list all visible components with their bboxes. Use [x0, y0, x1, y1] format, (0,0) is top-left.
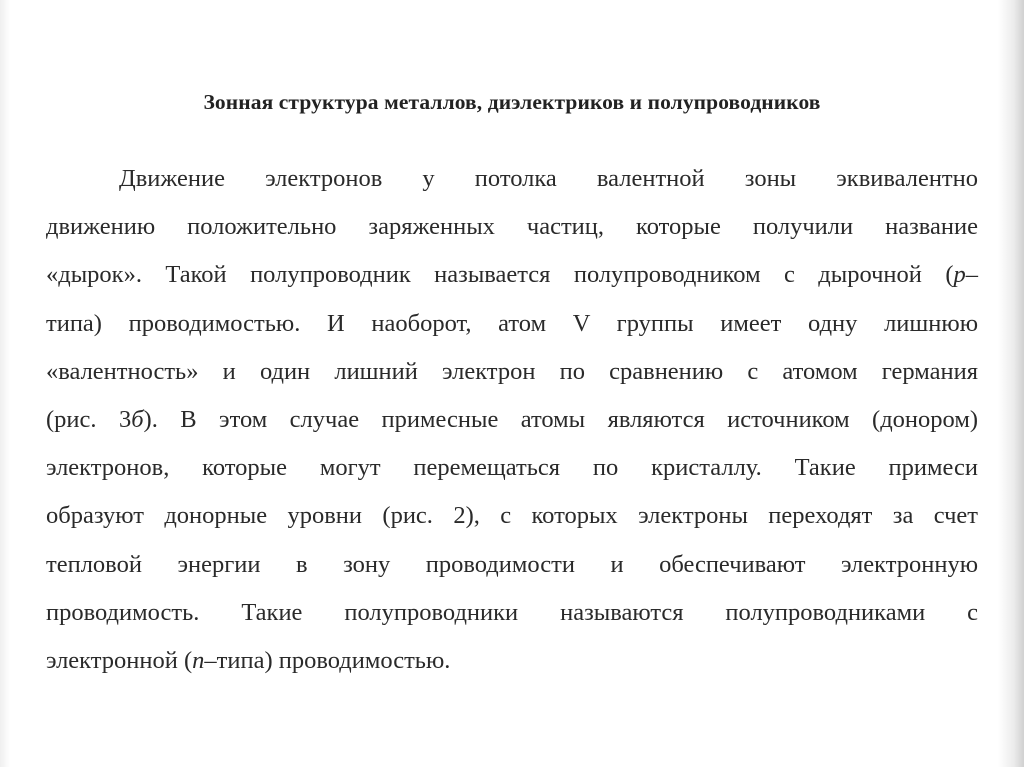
text-segment: электронов, которые могут перемещаться по кристаллу. Такие примеси: [46, 454, 978, 482]
text-segment: электронной (: [46, 646, 193, 674]
text-segment: движению положительно заряженных частиц, которые получили название: [46, 213, 978, 241]
italic-text: р: [953, 261, 966, 289]
text-segment: ). В этом случае примесные атомы являются источником (донором): [143, 405, 978, 433]
paragraph-line: [46, 251, 978, 299]
text-segment: тепловой энергии в зону проводимости и обеспечивают электронную: [46, 550, 978, 578]
paragraph-line: [46, 444, 978, 492]
text-segment: Движение электронов у потолка валентной зоны эквивалентно: [119, 165, 978, 192]
text-segment: (рис. 3: [46, 405, 132, 433]
paragraph-line: [46, 203, 978, 251]
paragraph-line: [46, 492, 978, 540]
paragraph-line: [46, 155, 978, 203]
paragraph-line: [46, 348, 978, 396]
page-edge-shadow-right: [998, 0, 1024, 767]
text-segment: «дырок». Такой полупроводник называется полупроводником с дырочной (: [46, 261, 954, 289]
text-segment: образуют донорные уровни (рис. 2), с которых электроны переходят за счет: [46, 502, 978, 530]
text-segment: –типа) проводимостью.: [204, 646, 451, 674]
text-segment: –: [965, 261, 978, 289]
paragraph-line: [46, 637, 978, 685]
paragraph-line: [46, 541, 978, 589]
paragraph-line: [46, 396, 978, 444]
document-title: Зонная структура металлов, диэлектриков и полупроводников: [203, 90, 821, 114]
text-segment: «валентность» и один лишний электрон по сравнению с атомом германия: [46, 357, 978, 385]
text-segment: типа) проводимостью. И наоборот, атом V группы имеет одну лишнюю: [46, 309, 978, 337]
italic-text: б: [131, 405, 144, 433]
italic-text: n: [192, 646, 205, 674]
document-paragraph: [46, 155, 978, 685]
paragraph-line: [46, 300, 978, 348]
page-edge-shadow-left: [0, 0, 10, 767]
text-segment: проводимость. Такие полупроводники называются полупроводниками с: [46, 598, 978, 626]
paragraph-line: [46, 589, 978, 637]
